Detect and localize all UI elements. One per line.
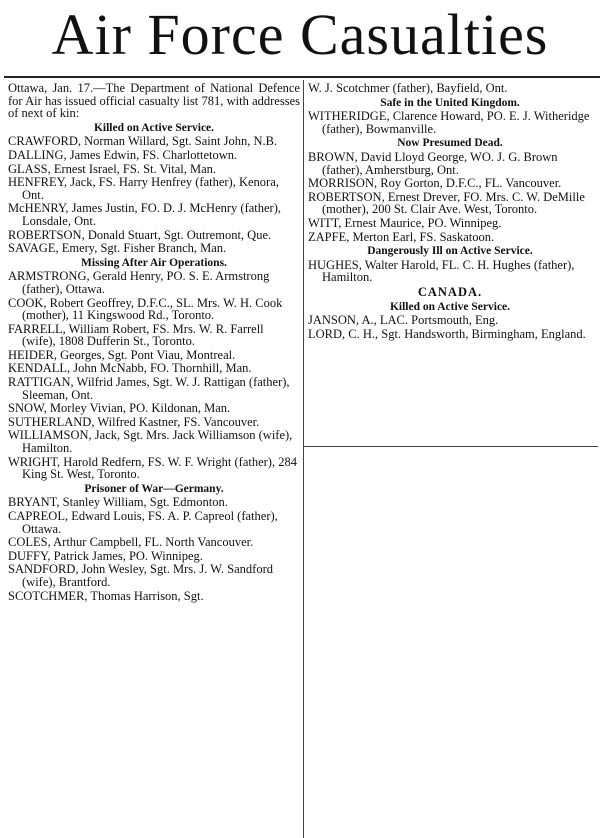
section-heading-safe: Safe in the United Kingdom. [380, 96, 520, 109]
left-column [8, 82, 300, 603]
casualty-entry: DUFFY, Patrick James, PO. Winnipeg. [8, 548, 203, 563]
casualty-entry: ARMSTRONG, Gerald Henry, PO. S. E. Armstrong (father), Ottawa. [8, 269, 270, 296]
casualty-entry: SANDFORD, John Wesley, Sgt. Mrs. J. W. Sandford (wife), Brantford. [8, 562, 273, 589]
casualty-entry: HUGHES, Walter Harold, FL. C. H. Hughes (father), Hamilton. [308, 257, 575, 285]
casualty-entry: CAPREOL, Edward Louis, FS. A. P. Capreol (father), Ottawa. [8, 509, 278, 536]
casualty-entry: McHENRY, James Justin, FO. D. J. McHenry (father), Lonsdale, Ont. [8, 201, 282, 228]
headline-rule [4, 76, 600, 78]
right-column-bottom-rule [303, 446, 598, 447]
headline: Air Force Casualties [51, 2, 549, 67]
continued-entry: W. J. Scotchmer (father), Bayfield, Ont. [308, 81, 508, 95]
casualty-entry: COOK, Robert Geoffrey, D.F.C., SL. Mrs. W. H. Cook (mother), 11 Kingswood Rd., Toronto. [8, 295, 283, 323]
casualty-entry: FARRELL, William Robert, FS. Mrs. W. R. Farrell (wife), 1808 Dufferin St., Toronto. [8, 321, 264, 349]
casualty-entry: WRIGHT, Harold Redfern, FS. W. F. Wright (father), 284 King St. West, Toronto. [8, 454, 297, 482]
casualty-entry: KENDALL, John McNabb, FO. Thornhill, Man. [8, 361, 252, 376]
casualty-entry: ZAPFE, Merton Earl, FS. Saskatoon. [308, 229, 495, 244]
right-column [308, 82, 592, 341]
casualty-entry: DALLING, James Edwin, FS. Charlottetown. [8, 147, 238, 162]
casualty-entry: BROWN, David Lloyd George, WO. J. G. Brown (father), Amherstburg, Ont. [308, 149, 558, 177]
casualty-entry: SUTHERLAND, Wilfred Kastner, FS. Vancouver. [8, 414, 260, 429]
casualty-entry: SCOTCHMER, Thomas Harrison, Sgt. [8, 588, 204, 603]
casualty-entry: HENFREY, Jack, FS. Harry Henfrey (father), Kenora, Ont. [8, 175, 279, 202]
section-heading-prisoner: Prisoner of War—Germany. [84, 482, 224, 495]
country-heading-canada: CANADA. [417, 284, 483, 299]
casualty-entry: MORRISON, Roy Gorton, D.F.C., FL. Vancouver. [308, 176, 562, 191]
section-heading-presumed-dead: Now Presumed Dead. [397, 137, 503, 150]
casualty-entry: WITHERIDGE, Clarence Howard, PO. E. J. Witheridge (father), Bowmanville. [308, 109, 590, 136]
casualty-entry: SNOW, Morley Vivian, PO. Kildonan, Man. [8, 401, 231, 416]
casualty-entry: WILLIAMSON, Jack, Sgt. Mrs. Jack Williamson (wife), Hamilton. [8, 428, 293, 456]
casualty-entry: COLES, Arthur Campbell, FL. North Vancouver. [8, 535, 254, 550]
casualty-entry: HEIDER, Georges, Sgt. Pont Viau, Montreal. [8, 347, 236, 362]
casualty-entry: RATTIGAN, Wilfrid James, Sgt. W. J. Rattigan (father), Sleeman, Ont. [8, 375, 290, 402]
casualty-entry: SAVAGE, Emery, Sgt. Fisher Branch, Man. [8, 241, 227, 256]
casualty-entry: ROBERTSON, Ernest Drever, FO. Mrs. C. W. DeMille (mother), 200 St. Clair Ave. West, Toronto. [308, 189, 585, 217]
section-heading-dangerously-ill: Dangerously Ill on Active Service. [367, 245, 533, 258]
casualty-entry: GLASS, Ernest Israel, FS. St. Vital, Man. [8, 161, 217, 176]
casualty-entry: WITT, Ernest Maurice, PO. Winnipeg. [308, 215, 502, 230]
casualty-entry: LORD, C. H., Sgt. Handsworth, Birmingham, England. [308, 326, 586, 341]
column-divider [303, 80, 304, 838]
section-heading-missing: Missing After Air Operations. [81, 256, 227, 269]
section-heading-canada-killed: Killed on Active Service. [389, 300, 511, 313]
casualty-entry: BRYANT, Stanley William, Sgt. Edmonton. [8, 495, 228, 510]
casualty-entry: CRAWFORD, Norman Willard, Sgt. Saint John, N.B. [8, 134, 278, 149]
casualty-entry: ROBERTSON, Donald Stuart, Sgt. Outremont, Que. [8, 227, 272, 242]
section-heading-killed: Killed on Active Service. [93, 121, 215, 134]
intro-paragraph: Ottawa, Jan. 17.—The Department of National Defence for Air has issued official casualty list 781, with addresses of next of kin: [8, 81, 300, 121]
casualty-entry: JANSON, A., LAC. Portsmouth, Eng. [308, 313, 499, 328]
